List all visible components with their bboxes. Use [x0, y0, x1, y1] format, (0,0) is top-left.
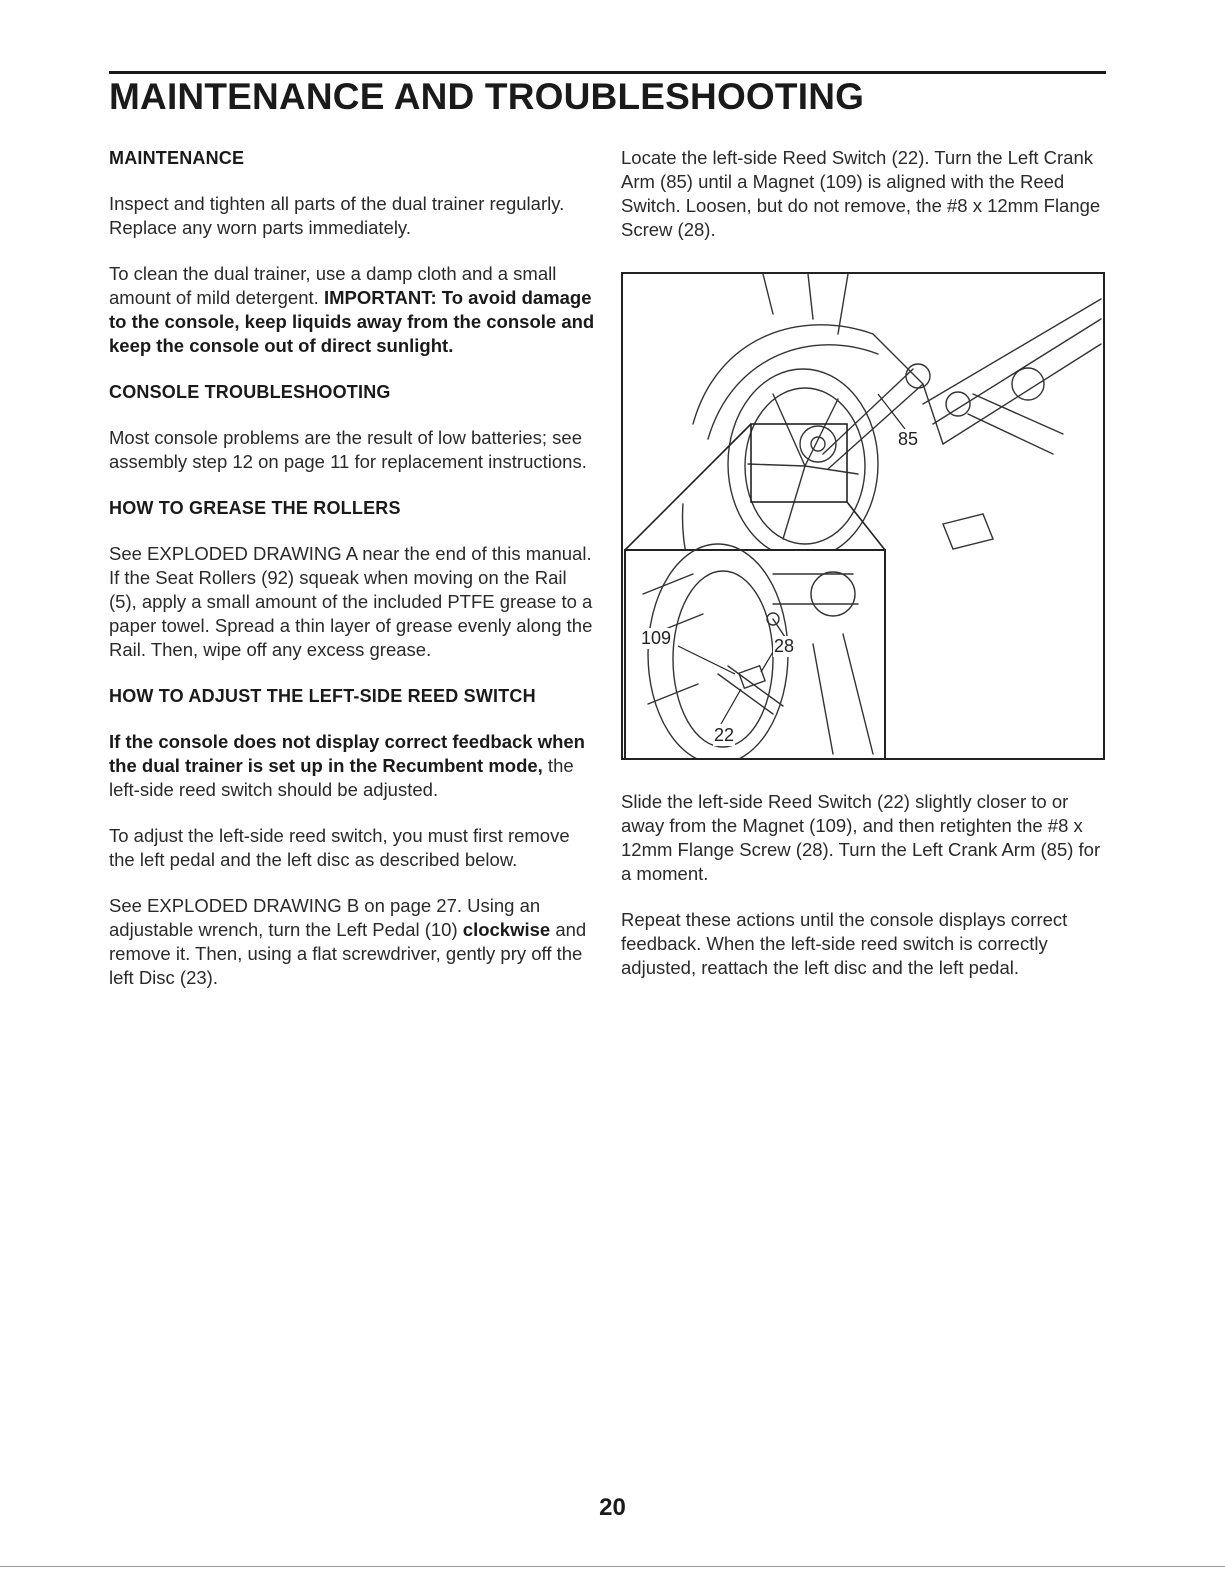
maintenance-paragraph-2	[109, 262, 597, 358]
console-troubleshooting-paragraph: Most console problems are the result of low batteries; see assembly step 12 on page 11 for replacement instructions.	[109, 427, 587, 472]
grease-rollers-paragraph: See EXPLODED DRAWING A near the end of this manual. If the Seat Rollers (92) squeak when moving on the Rail (5), apply a small amount of the included PTFE grease to a paper towel. Spread a thin layer of grease evenly along the Rail. Then, wipe off any excess grease.	[109, 543, 593, 660]
pedal-removal-text: See EXPLODED DRAWING B on page 27. Using an adjustable wrench, turn the Left Pedal (10)	[109, 895, 541, 940]
maintenance-heading: MAINTENANCE	[109, 148, 245, 168]
page-title: MAINTENANCE AND TROUBLESHOOTING	[109, 76, 865, 117]
cleaning-warning: IMPORTANT: To avoid damage to the console, keep liquids away from the console and keep the console out of direct sunlight.	[109, 287, 595, 356]
reed-switch-locate-paragraph: Locate the left-side Reed Switch (22). Turn the Left Crank Arm (85) until a Magnet (109) is aligned with the Reed Switch. Loosen, but do not remove, the #8 x 12mm Flange Screw (28).	[621, 147, 1101, 240]
reed-switch-paragraph-3	[109, 894, 597, 990]
grease-rollers-heading: HOW TO GREASE THE ROLLERS	[109, 498, 401, 518]
reed-switch-paragraph-2: To adjust the left-side reed switch, you must first remove the left pedal and the left disc as described below.	[109, 825, 570, 870]
clockwise-emphasis: clockwise	[462, 919, 551, 940]
zoom-guides	[625, 424, 885, 550]
illustration-drawing	[623, 274, 1105, 760]
page-number: 20	[599, 1494, 626, 1521]
right-column-bottom	[621, 790, 1106, 1002]
bottom-rule	[0, 1566, 1225, 1567]
callout-reed-switch-22: 22	[714, 725, 735, 745]
maintenance-paragraph-1: Inspect and tighten all parts of the dual trainer regularly. Replace any worn parts immediately.	[109, 193, 565, 238]
disc-removal-text: and remove it. Then, using a flat screwdriver, gently pry off the left Disc (23).	[109, 919, 587, 988]
reed-switch-heading: HOW TO ADJUST THE LEFT-SIDE REED SWITCH	[109, 686, 536, 706]
reed-switch-paragraph-1	[109, 730, 597, 802]
reed-switch-adjust-paragraph: Slide the left-side Reed Switch (22) slightly closer to or away from the Magnet (109), and then retighten the #8 x 12mm Flange Screw (28). Turn the Left Crank Arm (85) for a moment.	[621, 791, 1101, 884]
callout-magnet-109: 109	[641, 628, 672, 648]
console-troubleshooting-heading: CONSOLE TROUBLESHOOTING	[109, 382, 391, 402]
callout-flange-screw-28: 28	[774, 636, 795, 656]
left-column	[109, 146, 597, 1012]
title-rule	[109, 71, 1106, 74]
reed-switch-illustration	[621, 272, 1105, 760]
recumbent-instruction: the left-side reed switch should be adjusted.	[109, 755, 574, 800]
right-column-top	[621, 146, 1106, 264]
reed-switch-repeat-paragraph: Repeat these actions until the console displays correct feedback. When the left-side reed switch is correctly adjusted, reattach the left disc and the left pedal.	[621, 909, 1068, 978]
callout-crank-arm-85: 85	[898, 429, 919, 449]
recumbent-condition: If the console does not display correct feedback when the dual trainer is set up in the Recumbent mode,	[109, 731, 585, 776]
cleaning-text: To clean the dual trainer, use a damp cloth and a small amount of mild detergent.	[109, 263, 557, 308]
